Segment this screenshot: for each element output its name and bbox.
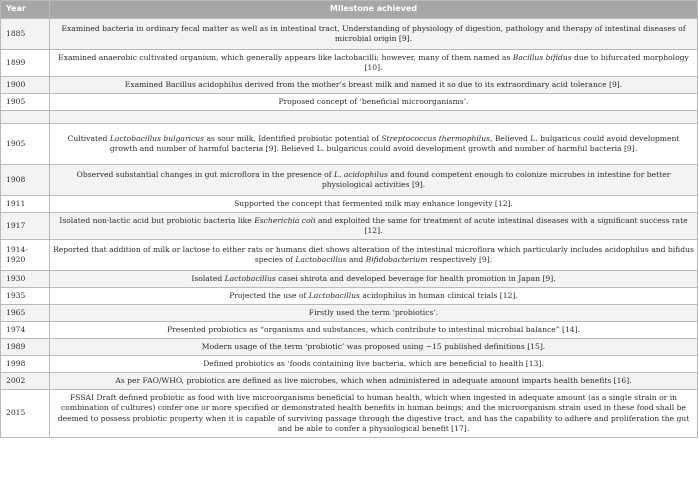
year-value: 1905 — [6, 138, 26, 148]
year-cell — [1, 356, 50, 373]
year-cell — [1, 305, 50, 322]
milestone-text-italic: Lactobacillus — [295, 255, 347, 264]
table-row — [1, 390, 698, 438]
milestone-text: Isolated — [191, 273, 225, 283]
table-header-row — [1, 1, 698, 19]
milestone-text: casei shirota and developed beverage for health promotion in Japan [9]. — [275, 273, 556, 283]
table-row — [1, 240, 698, 271]
year-cell — [1, 213, 50, 240]
year-value: 1989 — [6, 341, 26, 351]
table-row — [1, 339, 698, 356]
milestone-text: Reported that addition of milk or lactose to either rats or humans diet shows alteration of the intestinal microflora which particularly includes acidophilus and bifidus species of — [53, 244, 694, 264]
year-cell — [1, 94, 50, 111]
table-row — [1, 196, 698, 213]
milestone-text: Isolated non-lactic acid but probiotic bacteria like — [59, 215, 255, 225]
year-cell — [1, 50, 50, 77]
milestone-cell — [50, 373, 698, 390]
year-value: 1900 — [6, 79, 26, 89]
year-cell — [1, 339, 50, 356]
milestone-cell — [50, 288, 698, 305]
table-row — [1, 94, 698, 111]
year-cell — [1, 111, 50, 124]
milestone-text: Presented probiotics as “organisms and substances, which contribute to intestinal microbial balance” [14]. — [167, 324, 580, 334]
milestone-cell — [50, 124, 698, 165]
milestone-text: respectively [9]. — [427, 255, 493, 264]
milestone-cell — [50, 77, 698, 94]
table-row — [1, 111, 698, 124]
milestone-text: , Believed L. bulgaricus could avoid development growth and number of harmful bacteria [9]. Believed L. bulgaricus could avoid development growth and number of harmful bacteria [9]. — [109, 133, 680, 153]
year-value: 1935 — [6, 290, 26, 300]
year-cell — [1, 196, 50, 213]
milestone-text-italic: Lactobacillus — [308, 290, 360, 300]
milestone-text: As per FAO/WHO, probiotics are defined as live microbes, which when administered in adequate amount imparts health benefits [16]. — [115, 375, 632, 385]
year-value: 1908 — [6, 174, 26, 184]
milestone-text-italic: Bifidobacterium — [365, 255, 428, 264]
year-value: 1885 — [6, 28, 26, 38]
year-cell — [1, 322, 50, 339]
milestone-text-italic: Escherichia coli — [254, 215, 316, 225]
year-value: 1965 — [6, 307, 26, 317]
milestone-text: FSSAI Draft defined probiotic as food with live microorganisms beneficial to human health, which when ingested in adequate amount (as a single strain or in combination of cultures) confer one or more specified or demonstrated health benefits in human beings; and the microorganism strain used in these food shall be deemed to possess probiotic property when it is capable of surviving passage through the digestive tract, and has the capability to adhere and proliferation the gut and be able to confer a physiological benefit [17]. — [57, 393, 690, 433]
milestone-text-italic: Streptococcus thermophilus — [381, 133, 490, 143]
year-value: 1899 — [6, 57, 26, 67]
table-row — [1, 213, 698, 240]
milestone-text: due to bifurcated morphology [10]. — [364, 52, 689, 72]
milestone-text: Modern usage of the term ‘probiotic’ was proposed using ~15 published definitions [15]. — [201, 341, 546, 351]
table-row — [1, 305, 698, 322]
milestone-cell — [50, 165, 698, 196]
table-row — [1, 77, 698, 94]
year-value: 1917 — [6, 220, 26, 230]
milestone-column-header: Milestone achieved — [50, 1, 698, 19]
year-cell — [1, 165, 50, 196]
year-cell — [1, 77, 50, 94]
table-row — [1, 19, 698, 50]
milestone-cell — [50, 94, 698, 111]
milestone-text: Defined probiotics as ‘foods containing live bacteria, which are beneficial to health [13]. — [203, 358, 544, 368]
milestone-text: Supported the concept that fermented milk may enhance longevity [12]. — [234, 198, 513, 208]
year-value: 1911 — [6, 198, 26, 208]
milestone-text: Observed substantial changes in gut microflora in the presence of — [76, 169, 334, 179]
milestone-cell — [50, 305, 698, 322]
milestone-text: Examined anaerobic cultivated organism, which generally appears like lactobacilli; however, many of them named as — [58, 52, 513, 62]
milestone-cell — [50, 339, 698, 356]
milestone-text: Examined Bacillus acidophilus derived from the mother’s breast milk and named it so due to its extraordinary acid tolerance [9]. — [124, 79, 623, 89]
year-value: 1974 — [6, 324, 26, 334]
milestone-cell — [50, 390, 698, 438]
year-cell — [1, 390, 50, 438]
year-column-header: Year — [1, 1, 50, 19]
milestone-text-italic: Bacillus bifidus — [512, 52, 572, 62]
table-row — [1, 288, 698, 305]
milestone-text: as sour milk, Identified probiotic potential of — [204, 133, 382, 143]
milestone-text: Cultivated — [67, 133, 110, 143]
table-row — [1, 373, 698, 390]
milestone-cell — [50, 111, 698, 124]
milestone-text: Firstly used the term ‘probiotics’. — [308, 307, 439, 317]
milestone-cell — [50, 356, 698, 373]
table-row — [1, 50, 698, 77]
year-value: 2002 — [6, 375, 26, 385]
milestone-cell — [50, 240, 698, 271]
milestone-text: and — [346, 255, 366, 264]
milestone-text-italic: L. acidophilus — [333, 169, 388, 179]
milestone-cell — [50, 19, 698, 50]
milestone-text: and found competent enough to colonize microbes in intestine for better physiological activities [9]. — [321, 169, 671, 189]
year-cell — [1, 373, 50, 390]
year-value: 1930 — [6, 273, 26, 283]
milestone-text: and exploited the same for treatment of acute intestinal diseases with a significant success rate [12]. — [315, 215, 688, 235]
milestone-text-italic: Lactobacillus bulgaricus — [109, 133, 205, 143]
milestone-text: Proposed concept of ‘beneficial microorganisms’. — [278, 96, 469, 106]
milestone-text: Examined bacteria in ordinary fecal matter as well as in intestinal tract, Understanding of physiology of digestion, pathology and therapy of intestinal diseases of microbial origin [9]. — [61, 23, 686, 43]
table-row — [1, 356, 698, 373]
milestone-cell — [50, 196, 698, 213]
year-cell — [1, 271, 50, 288]
milestone-cell — [50, 322, 698, 339]
milestone-text: acidophilus in human clinical trials [12]. — [359, 290, 518, 300]
table-row — [1, 165, 698, 196]
year-value: 2015 — [6, 408, 26, 418]
year-cell — [1, 288, 50, 305]
year-value: 1914-1920 — [6, 244, 28, 264]
year-value: 1998 — [6, 358, 26, 368]
milestone-cell — [50, 50, 698, 77]
milestone-text: Projected the use of — [229, 290, 309, 300]
table-row — [1, 271, 698, 288]
year-cell — [1, 124, 50, 165]
year-cell — [1, 19, 50, 50]
table-row — [1, 124, 698, 165]
year-cell — [1, 240, 50, 271]
year-value: 1905 — [6, 96, 26, 106]
table-row — [1, 322, 698, 339]
milestone-cell — [50, 213, 698, 240]
milestone-cell — [50, 271, 698, 288]
milestone-text-italic: Lactobacillus — [224, 273, 276, 283]
